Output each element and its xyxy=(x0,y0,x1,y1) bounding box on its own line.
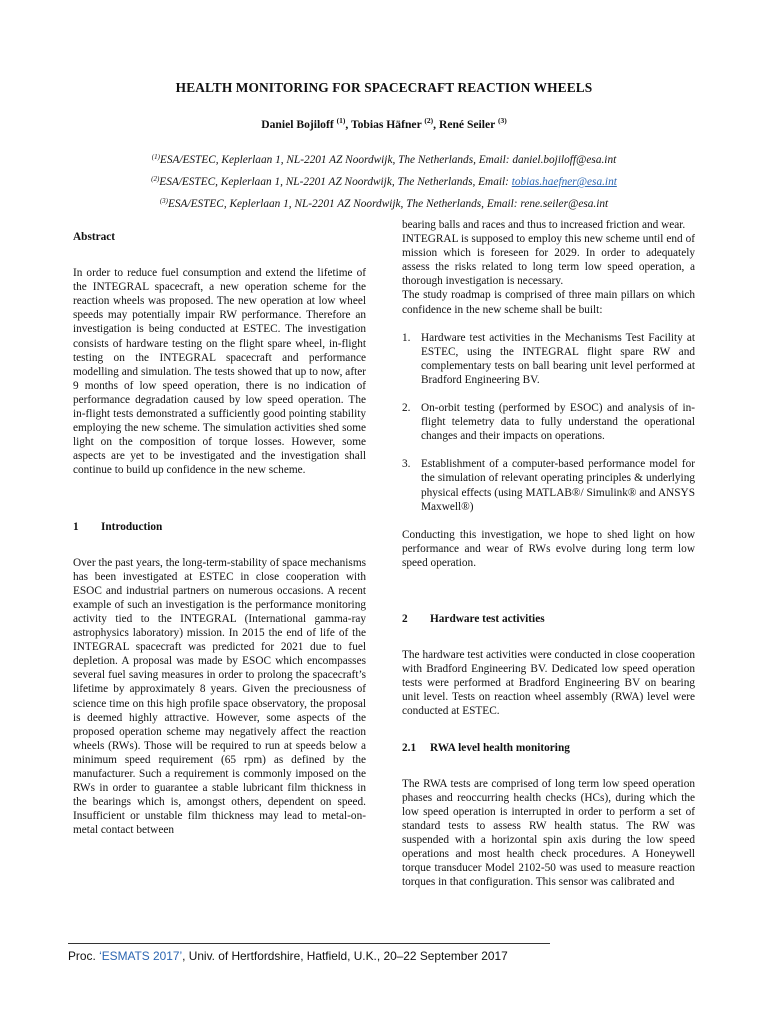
affiliation-text: ESA/ESTEC, Keplerlaan 1, NL-2201 AZ Noordwijk, The Netherlands, Email: xyxy=(159,176,512,188)
section-heading-hardware xyxy=(402,612,695,626)
list-item xyxy=(402,331,695,387)
author-name: René Seiler xyxy=(438,118,496,131)
list-marker: 2. xyxy=(402,402,411,415)
author-mark: (2) xyxy=(424,116,434,125)
list-item-text: Establishment of a computer-based performance model for the simulation of relevant operating principles & underlying physical effects (using MATLAB®/ Simulink® and ANSYS Maxwell®) xyxy=(421,458,695,513)
section-heading-introduction xyxy=(73,520,366,534)
section-title: Hardware test activities xyxy=(430,612,545,625)
right-column xyxy=(402,218,695,889)
section-number: 2.1 xyxy=(402,741,417,754)
affiliation-mark: (1) xyxy=(151,153,160,161)
introduction-text: Over the past years, the long-term-stability of space mechanisms has been investigated at ESTEC in close cooperation with ESOC and industrial partners on numerous occasions. A recent example of such an investigation is the performance monitoring activity tied to the INTEGRAL (International gamma-ray astrophysics laboratory) mission. In 2015 the end of life of the INTEGRAL spacecraft was predicted for 2021 due to fuel depletion. A proposal was made by ESOC which encompasses several fuel saving measures in order to prolong the spacecraft’s lifetime by approximately 8 years. Given the preciousness of science time on this high profile space observatory, the proposal is deemed highly attractive. However, some aspects of the proposed operation scheme may negatively affect the reaction wheels (RWs). Those will be required to run at speeds below a minimum speed requirement (65 rpm) as defined by the manufacturer. Such a requirement is commonly imposed on the RWs in order to guarantee a stable lubricant film thickness in the bearings which is, amongst others, dependent on speed. Insufficient or unstable film thickness may lead to metal-on-metal contact between xyxy=(73,556,366,837)
affiliation-list xyxy=(0,148,768,214)
email-link[interactable]: tobias.haefner@esa.int xyxy=(511,176,617,188)
list-marker: 1. xyxy=(402,331,411,344)
abstract-text: In order to reduce fuel consumption and extend the lifetime of the INTEGRAL spacecraft, a new operation scheme for the reaction wheels was proposed. The new operation at low wheel speeds may potentially impair RW performance. Therefore an investigation is being conducted at ESTEC. The investigation consists of hardware testing on the flight spare wheel, in-flight testing on the INTEGRAL spacecraft and performance modelling and simulation. The tests showed that up to now, after 9 months of low speed operation, there is no indication of performance degradation caused by low speed operation. The in-flight tests demonstrated a sufficiently good pointing stability employing the new scheme. The simulation activities shed some light on the composition of torque losses. However, some aspects are yet to be investigated and the investigation shall continue to build up confidence in the new scheme. xyxy=(73,267,366,477)
section-text: The RWA tests are comprised of long term low speed operation phases and reoccurring health checks (HCs), during which the low speed operation is interrupted in order to perform a set of standard tests to assess RW health status. The RW was suspended with a horizontal spin axis during the low speed operations and most health check procedures. A Honeywell torque transducer Model 2102-50 was used to measure reaction torques in that configuration. This sensor was calibrated and xyxy=(402,777,695,889)
list-item-text: Hardware test activities in the Mechanisms Test Facility at ESTEC, using the INTEGRAL flight spare RW and complementary tests on ball bearing unit level performed at Bradford Engineering BV. xyxy=(421,331,695,386)
footer-divider xyxy=(68,943,550,944)
paragraph: INTEGRAL is supposed to employ this new scheme until end of mission which is foreseen for 2029. In order to adequately assess the risks related to long term low speed operation, a thorough investigation is necessary. xyxy=(402,233,695,288)
author-mark: (1) xyxy=(336,116,346,125)
affiliation-text: ESA/ESTEC, Keplerlaan 1, NL-2201 AZ Noordwijk, The Netherlands, Email: xyxy=(159,154,513,166)
affiliation-line xyxy=(0,148,768,170)
affiliation-line xyxy=(0,170,768,192)
left-column xyxy=(73,230,366,837)
abstract-heading: Abstract xyxy=(73,231,116,243)
section-text: The hardware test activities were conducted in close cooperation with Bradford Engineering BV. Dedicated low speed operation tests were performed at Bradford Engineering BV on bearing unit level. Tests on reaction wheel assembly (RWA) level were conducted at ESTEC. xyxy=(402,649,695,718)
conference-name: ‘ESMATS 2017’ xyxy=(99,949,183,963)
paragraph: Conducting this investigation, we hope to shed light on how performance and wear of RWs evolve during long term low speed operation. xyxy=(402,528,695,569)
list-item-text: On-orbit testing (performed by ESOC) and analysis of in-flight telemetry data to fully understand the operational changes and their impacts on operations. xyxy=(421,402,695,443)
footer-citation xyxy=(68,949,668,963)
footer-suffix: , Univ. of Hertfordshire, Hatfield, U.K., 20–22 September 2017 xyxy=(182,949,508,963)
continued-text: bearing balls and races and thus to increased friction and wear. xyxy=(402,219,686,231)
roadmap-list xyxy=(402,331,695,514)
section-number: 2 xyxy=(402,612,408,625)
author-separator: , xyxy=(433,118,439,131)
author-separator: , xyxy=(345,118,351,131)
author-name: Tobias Häfner xyxy=(350,118,422,131)
paragraph: The study roadmap is comprised of three main pillars on which confidence in the new scheme shall be built: xyxy=(402,289,695,316)
author-list xyxy=(0,116,768,131)
affiliation-text: ESA/ESTEC, Keplerlaan 1, NL-2201 AZ Noordwijk, The Netherlands, Email: xyxy=(167,198,521,210)
section-number: 1 xyxy=(73,520,79,533)
section-title: Introduction xyxy=(101,520,163,533)
author-name: Daniel Bojiloff xyxy=(261,118,334,131)
list-item xyxy=(402,457,695,513)
affiliation-mark: (2) xyxy=(151,175,160,183)
paper-title: HEALTH MONITORING FOR SPACECRAFT REACTION WHEELS xyxy=(175,80,593,95)
subsection-heading-rwa xyxy=(402,741,695,755)
footer-prefix: Proc. xyxy=(68,949,100,963)
list-item xyxy=(402,401,695,443)
affiliation-line xyxy=(0,192,768,214)
author-mark: (3) xyxy=(498,116,507,125)
affiliation-email: daniel.bojiloff@esa.int xyxy=(512,154,617,166)
affiliation-mark: (3) xyxy=(159,197,168,205)
affiliation-email: rene.seiler@esa.int xyxy=(520,198,609,210)
section-title: RWA level health monitoring xyxy=(430,741,570,754)
list-marker: 3. xyxy=(402,458,411,471)
